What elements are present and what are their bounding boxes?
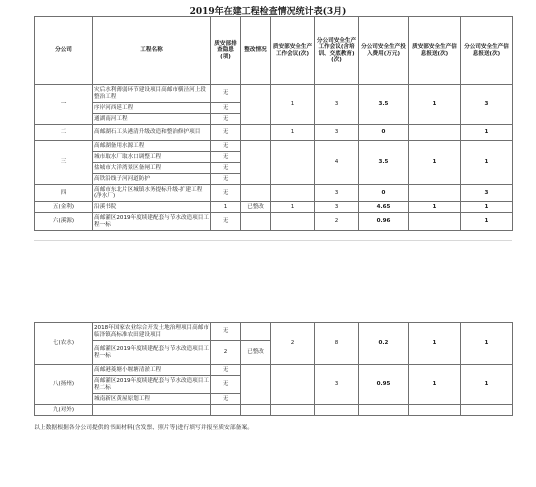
project-cell: 高邮港菱塘小堰塘清淤工程	[93, 365, 211, 376]
rectify-cell: 已整改	[241, 341, 271, 365]
hq-meetings-cell: 1	[271, 202, 315, 213]
branch-reports-cell	[461, 405, 513, 416]
hq-meetings-cell	[271, 365, 315, 405]
footnote: 以上数据根据各分公司提供的书面材料(含发票、照片等)进行填写并报至质安部备案。	[34, 425, 254, 431]
header-branch: 分公司	[35, 17, 93, 85]
branch-reports-cell: 1	[461, 125, 513, 141]
hq-reports-cell	[409, 213, 461, 231]
branch-reports-cell: 3	[461, 185, 513, 202]
branch-meetings-cell: 3	[315, 365, 359, 405]
table-row	[35, 202, 513, 213]
branch-meetings-cell: 4	[315, 141, 359, 185]
hq-meetings-cell	[271, 141, 315, 185]
hazard-cell: 无	[211, 85, 241, 103]
branch-meetings-cell: 3	[315, 185, 359, 202]
branch-reports-cell: 1	[461, 202, 513, 213]
safety-input-cell: 0	[359, 185, 409, 202]
hq-meetings-cell: 1	[271, 125, 315, 141]
safety-input-cell: 3.5	[359, 85, 409, 125]
rectify-cell	[241, 323, 271, 341]
hq-reports-cell: 1	[409, 202, 461, 213]
table-row	[35, 323, 513, 341]
hazard-cell: 无	[211, 125, 241, 141]
project-cell: 高邮湖备用水源工程	[93, 141, 211, 152]
hq-meetings-cell: 1	[271, 85, 315, 125]
header-row	[35, 17, 513, 85]
rectify-cell	[241, 85, 271, 125]
rectify-cell	[241, 185, 271, 202]
project-cell: 高邮湖石工头港清升级改造和整治修护项目	[93, 125, 211, 141]
hq-reports-cell: 1	[409, 323, 461, 365]
project-cell: 高邮灌区2019年度续建配套与节水改造项目工程一标	[93, 213, 211, 231]
hazard-cell: 无	[211, 163, 241, 174]
branch-reports-cell: 1	[461, 323, 513, 365]
rectify-cell	[241, 405, 271, 416]
safety-input-cell: 3.5	[359, 141, 409, 185]
sheet-title: 2019年在建工程检查情况统计表(3月)	[189, 7, 347, 17]
hazard-cell: 无	[211, 376, 241, 394]
hazard-cell	[211, 405, 241, 416]
project-cell: 盐城市大洋湾景区备闸工程	[93, 163, 211, 174]
table-row	[35, 405, 513, 416]
table-row	[35, 125, 513, 141]
hq-meetings-cell: 2	[271, 323, 315, 365]
project-cell: 城市取水厂取水口调整工程	[93, 152, 211, 163]
branch-cell: 六(溪源)	[35, 213, 93, 231]
branch-meetings-cell: 3	[315, 85, 359, 125]
safety-input-cell: 0.2	[359, 323, 409, 365]
header-rectify: 整改情况	[241, 17, 271, 85]
hq-meetings-cell	[271, 213, 315, 231]
project-cell: 序岸河西延工程	[93, 103, 211, 114]
branch-reports-cell: 1	[461, 213, 513, 231]
rectify-cell	[241, 365, 271, 405]
hazard-cell: 无	[211, 114, 241, 125]
table-row	[35, 213, 513, 231]
header-hq-meetings: 质安部安全生产工作会议(次)	[271, 17, 315, 85]
table-row	[35, 141, 513, 152]
hq-meetings-cell	[271, 405, 315, 416]
project-cell: 高邮灌区2019年度续建配套与节水改造项目工程一标	[93, 341, 211, 365]
safety-input-cell	[359, 405, 409, 416]
branch-cell: 八(扬州)	[35, 365, 93, 405]
project-cell: 高邮灌区2019年度续建配套与节水改造项目工程二标	[93, 376, 211, 394]
hazard-cell: 2	[211, 341, 241, 365]
branch-reports-cell: 3	[461, 85, 513, 125]
hazard-cell: 1	[211, 202, 241, 213]
project-cell: 通湖南河工程	[93, 114, 211, 125]
header-safety-input: 分公司安全生产投入费用(万元)	[359, 17, 409, 85]
branch-reports-cell: 1	[461, 365, 513, 405]
branch-cell: 五(金利)	[35, 202, 93, 213]
safety-input-cell: 0.96	[359, 213, 409, 231]
hazard-cell: 无	[211, 213, 241, 231]
branch-cell: 二	[35, 125, 93, 141]
safety-input-cell: 0	[359, 125, 409, 141]
project-cell	[93, 405, 211, 416]
branch-cell: 三	[35, 141, 93, 185]
branch-meetings-cell	[315, 405, 359, 416]
project-cell: 2018年国家农业综合开发土地治理项目高邮市临泽镇高标准农田建设项目	[93, 323, 211, 341]
table-row	[35, 365, 513, 376]
hq-reports-cell: 1	[409, 85, 461, 125]
branch-meetings-cell: 3	[315, 202, 359, 213]
hazard-cell: 无	[211, 152, 241, 163]
safety-input-cell: 4.65	[359, 202, 409, 213]
inspection-table-top	[34, 16, 513, 231]
table-row	[35, 185, 513, 202]
inspection-table-bottom	[34, 322, 513, 416]
rectify-cell	[241, 125, 271, 141]
branch-cell: 一	[35, 85, 93, 125]
hq-reports-cell	[409, 185, 461, 202]
project-cell: 灾后水利薄弱环节建设项目高邮市横泾河上段整治工程	[93, 85, 211, 103]
hazard-cell: 无	[211, 185, 241, 202]
page-break-line	[34, 240, 512, 241]
project-cell: 高铁沿线子河河道防护	[93, 174, 211, 185]
rectify-cell	[241, 141, 271, 185]
safety-input-cell: 0.95	[359, 365, 409, 405]
table-row	[35, 85, 513, 103]
hazard-cell: 无	[211, 323, 241, 341]
hq-reports-cell: 1	[409, 141, 461, 185]
branch-cell: 七(农水)	[35, 323, 93, 365]
project-cell: 高邮市东北片区城镇水务提标升级-扩建工程(净水厂)	[93, 185, 211, 202]
hq-meetings-cell	[271, 185, 315, 202]
hazard-cell: 无	[211, 103, 241, 114]
branch-meetings-cell: 8	[315, 323, 359, 365]
header-hq-reports: 质安部安全生产信息报送(次)	[409, 17, 461, 85]
branch-meetings-cell: 3	[315, 125, 359, 141]
header-branch-reports: 分公司安全生产信息报送(次)	[461, 17, 513, 85]
rectify-cell: 已整改	[241, 202, 271, 213]
header-hazards: 质安部排查隐患(项)	[211, 17, 241, 85]
hazard-cell: 无	[211, 141, 241, 152]
hq-reports-cell: 1	[409, 365, 461, 405]
project-cell: 城南新区黄屋原划工程	[93, 394, 211, 405]
branch-reports-cell: 1	[461, 141, 513, 185]
branch-cell: 九(对外)	[35, 405, 93, 416]
branch-cell: 四	[35, 185, 93, 202]
branch-meetings-cell: 2	[315, 213, 359, 231]
rectify-cell	[241, 213, 271, 231]
hq-reports-cell	[409, 405, 461, 416]
hazard-cell: 无	[211, 365, 241, 376]
hq-reports-cell	[409, 125, 461, 141]
header-project: 工程名称	[93, 17, 211, 85]
hazard-cell: 无	[211, 174, 241, 185]
project-cell: 沿溪书院	[93, 202, 211, 213]
header-branch-meetings: 分公司安全生产工作会议(含培训、交底教育)(次)	[315, 17, 359, 85]
hazard-cell: 无	[211, 394, 241, 405]
